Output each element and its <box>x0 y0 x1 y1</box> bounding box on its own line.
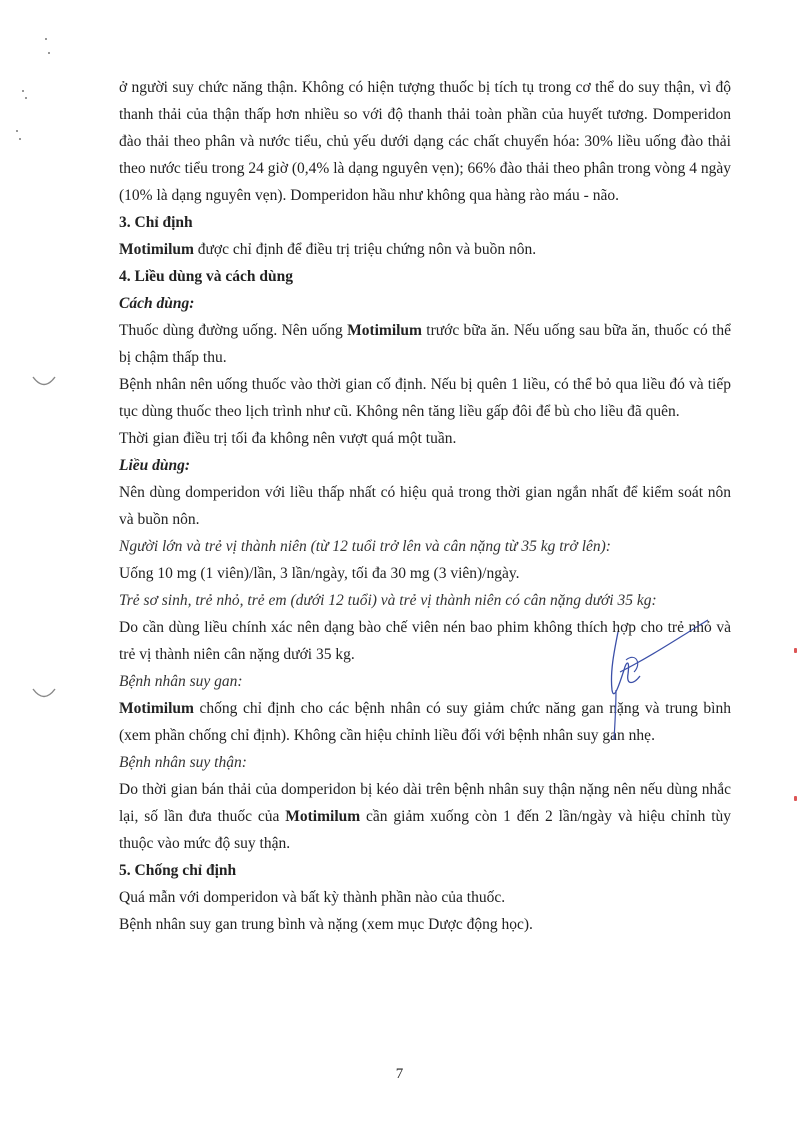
paragraph-renal-excretion <box>119 74 731 209</box>
subheading-administration <box>119 290 731 317</box>
section-heading-indications <box>119 209 731 236</box>
paragraph-adult-dose <box>119 560 731 587</box>
product-name: Motimilum <box>347 322 422 339</box>
text-run: Bệnh nhân suy gan trung bình và nặng (xem mục Dược động học). <box>119 916 533 933</box>
text-run: cần giảm xuống còn 1 đến 2 lần/ngày và hiệu chỉnh tùy thuộc vào mức độ suy thận. <box>119 808 731 852</box>
section-heading-contraindications <box>119 857 731 884</box>
paragraph-hypersensitivity <box>119 884 731 911</box>
scan-speck <box>16 130 18 132</box>
paragraph-indications <box>119 236 731 263</box>
scan-speck <box>25 97 27 99</box>
document-body <box>119 74 731 938</box>
text-run: Trẻ sơ sinh, trẻ nhỏ, trẻ em (dưới 12 tuổi) và trẻ vị thành niên có cân nặng dưới 35 kg: <box>119 592 657 609</box>
text-run: Bệnh nhân nên uống thuốc vào thời gian cố định. Nếu bị quên 1 liều, có thể bỏ qua liều đó và tiếp tục dùng thuốc theo lịch trình như cũ. Không nên tăng liều gấp đôi để bù cho liều đã quên. <box>119 376 731 420</box>
product-name: Motimilum <box>119 700 194 717</box>
red-edge-mark <box>794 796 797 801</box>
text-run: được chỉ định để điều trị triệu chứng nôn và buồn nôn. <box>193 241 537 258</box>
text-run: chống chỉ định cho các bệnh nhân có suy giảm chức năng gan nặng và trung bình (xem phần chống chỉ định). Không cần hiệu chỉnh liều đối với bệnh nhân suy gan nhẹ. <box>119 700 731 744</box>
text-run: Bệnh nhân suy thận: <box>119 754 247 771</box>
text-run: Nên dùng domperidon với liều thấp nhất có hiệu quả trong thời gian ngắn nhất để kiểm soát nôn và buồn nôn. <box>119 484 731 528</box>
scan-speck <box>19 138 21 140</box>
page-number: 7 <box>395 1066 404 1082</box>
red-edge-mark <box>794 648 797 653</box>
text-run: Do cần dùng liều chính xác nên dạng bào chế viên nén bao phim không thích hợp cho trẻ nhỏ và trẻ vị thành niên cân nặng dưới 35 kg. <box>119 619 731 663</box>
paragraph-hepatic-contraindication <box>119 911 731 938</box>
label-renal <box>119 749 731 776</box>
text-run: Người lớn và trẻ vị thành niên (từ 12 tuổi trở lên và cân nặng từ 35 kg trở lên): <box>119 538 611 555</box>
text-run: Liều dùng: <box>119 457 191 474</box>
text-run: 5. Chống chỉ định <box>119 862 237 879</box>
text-run: 4. Liều dùng và cách dùng <box>119 268 293 285</box>
scan-speck <box>22 90 24 92</box>
label-children <box>119 587 731 614</box>
text-run: Cách dùng: <box>119 295 195 312</box>
text-run: 3. Chỉ định <box>119 214 193 231</box>
text-run: Uống 10 mg (1 viên)/lần, 3 lần/ngày, tối đa 30 mg (3 viên)/ngày. <box>119 565 520 582</box>
scan-speck <box>45 38 47 40</box>
subheading-dosage <box>119 452 731 479</box>
binder-hole-mark <box>30 374 58 390</box>
scan-speck <box>48 52 50 54</box>
paragraph-duration <box>119 425 731 452</box>
text-run: trước bữa ăn. Nếu uống sau bữa ăn, thuốc có thể bị chậm thấp thu. <box>119 322 731 366</box>
text-run: Thuốc dùng đường uống. Nên uống <box>119 322 348 339</box>
label-adults <box>119 533 731 560</box>
binder-hole-mark <box>30 686 58 702</box>
product-name: Motimilum <box>119 241 194 258</box>
text-run: Thời gian điều trị tối đa không nên vượt quá một tuần. <box>119 430 457 447</box>
paragraph-administration <box>119 317 731 371</box>
paragraph-missed-dose <box>119 371 731 425</box>
text-run: Do thời gian bán thải của domperidon bị kéo dài trên bệnh nhân suy thận nặng nên nếu dùng nhắc lại, số lần đưa thuốc của <box>119 781 731 825</box>
text-run: Quá mẫn với domperidon và bất kỳ thành phần nào của thuốc. <box>119 889 506 906</box>
text-run: ở người suy chức năng thận. Không có hiện tượng thuốc bị tích tụ trong cơ thể do suy thận, vì độ thanh thải của thận thấp hơn nhiều so với độ thanh thải toàn phần của huyết tương. Domperidon đào thải theo phân và nước tiểu, chủ yếu dưới dạng các chất chuyển hóa: 30% liều uống đào thải theo nước tiểu trong 24 giờ (0,4% là dạng nguyên vẹn); 66% đào thải theo phân trong vòng 4 ngày (10% là dạng nguyên vẹn). Domperidon hầu như không qua hàng rào máu - não. <box>119 79 731 204</box>
section-heading-dosage <box>119 263 731 290</box>
paragraph-renal <box>119 776 731 857</box>
handwritten-signature <box>590 612 720 742</box>
paragraph-lowest-dose <box>119 479 731 533</box>
product-name: Motimilum <box>285 808 361 825</box>
text-run: Bệnh nhân suy gan: <box>119 673 243 690</box>
